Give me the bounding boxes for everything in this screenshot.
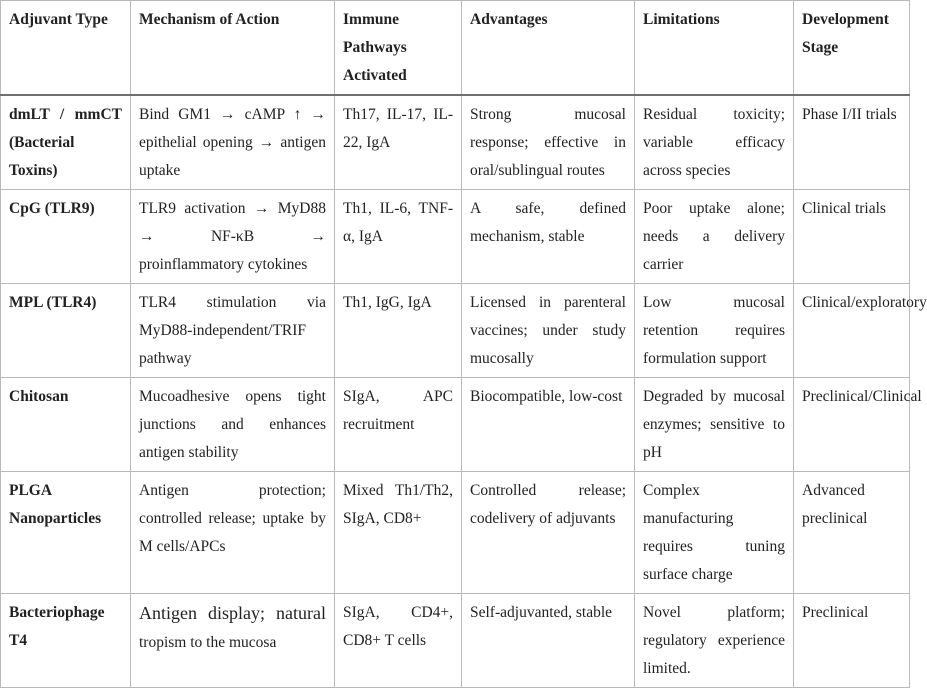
header-advantages: Advantages <box>462 1 635 96</box>
cell-pathways: Th1, IgG, IgA <box>335 284 462 378</box>
cell-advantages: Self-adjuvanted, stable <box>462 594 635 688</box>
cell-mechanism: TLR4 stimulation via MyD88-independent/TRIF pathway <box>131 284 335 378</box>
mechanism-large-text: Antigen display; natural <box>139 603 326 623</box>
cell-limitations: Complex manufacturing requires tuning surface charge <box>635 472 794 594</box>
table-row <box>1 594 910 688</box>
cell-mechanism: Mucoadhesive opens tight junctions and enhances antigen stability <box>131 378 335 472</box>
cell-adjuvant: dmLT / mmCT (Bacterial Toxins) <box>1 95 131 190</box>
header-immune-pathways: Immune Pathways Activated <box>335 1 462 96</box>
cell-mechanism: Bind GM1 → cAMP ↑ → epithelial opening → antigen uptake <box>131 95 335 190</box>
cell-advantages: Biocompatible, low-cost <box>462 378 635 472</box>
cell-adjuvant: MPL (TLR4) <box>1 284 131 378</box>
header-development-stage: Development Stage <box>794 1 910 96</box>
cell-adjuvant: Chitosan <box>1 378 131 472</box>
cell-adjuvant: Bacteriophage T4 <box>1 594 131 688</box>
cell-advantages: Licensed in parenteral vaccines; under study mucosally <box>462 284 635 378</box>
cell-stage: Advanced preclinical <box>794 472 910 594</box>
cell-adjuvant: CpG (TLR9) <box>1 190 131 284</box>
cell-pathways: SIgA, APC recruitment <box>335 378 462 472</box>
table-row <box>1 378 910 472</box>
header-adjuvant-type: Adjuvant Type <box>1 1 131 96</box>
cell-limitations: Low mucosal retention requires formulation support <box>635 284 794 378</box>
cell-limitations: Novel platform; regulatory experience limited. <box>635 594 794 688</box>
cell-limitations: Poor uptake alone; needs a delivery carrier <box>635 190 794 284</box>
cell-stage: Clinical trials <box>794 190 910 284</box>
cell-limitations: Residual toxicity; variable efficacy across species <box>635 95 794 190</box>
cell-pathways: Th1, IL-6, TNF-α, IgA <box>335 190 462 284</box>
cell-advantages: A safe, defined mechanism, stable <box>462 190 635 284</box>
cell-stage: Preclinical/Clinical <box>794 378 910 472</box>
mechanism-rest-text: tropism to the mucosa <box>139 634 277 651</box>
cell-mechanism <box>131 594 335 688</box>
table-row <box>1 284 910 378</box>
cell-mechanism: Antigen protection; controlled release; uptake by M cells/APCs <box>131 472 335 594</box>
cell-pathways: Th17, IL-17, IL-22, IgA <box>335 95 462 190</box>
cell-advantages: Strong mucosal response; effective in oral/sublingual routes <box>462 95 635 190</box>
table-row <box>1 95 910 190</box>
cell-stage: Phase I/II trials <box>794 95 910 190</box>
cell-stage: Clinical/exploratory <box>794 284 910 378</box>
table-header-row <box>1 1 910 96</box>
header-mechanism: Mechanism of Action <box>131 1 335 96</box>
table-row <box>1 472 910 594</box>
cell-limitations: Degraded by mucosal enzymes; sensitive to pH <box>635 378 794 472</box>
cell-advantages: Controlled release; codelivery of adjuvants <box>462 472 635 594</box>
cell-pathways: SIgA, CD4+, CD8+ T cells <box>335 594 462 688</box>
table-row <box>1 190 910 284</box>
cell-stage: Preclinical <box>794 594 910 688</box>
cell-pathways: Mixed Th1/Th2, SIgA, CD8+ <box>335 472 462 594</box>
header-limitations: Limitations <box>635 1 794 96</box>
cell-mechanism: TLR9 activation → MyD88 → NF-κB → proinflammatory cytokines <box>131 190 335 284</box>
cell-adjuvant: PLGA Nanoparticles <box>1 472 131 594</box>
